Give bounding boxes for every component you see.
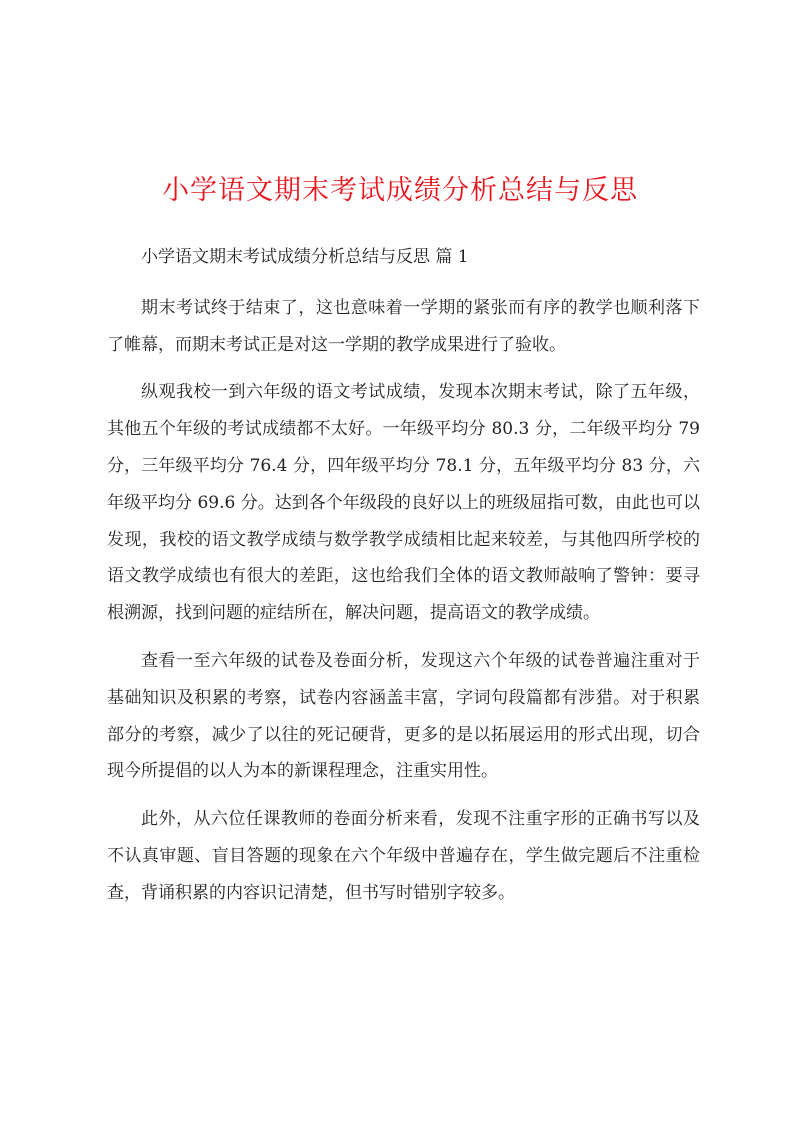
paragraph-2: 纵观我校一到六年级的语文考试成绩，发现本次期末考试，除了五年级，其他五个年级的考试成绩都不太好。一年级平均分 80.3 分，二年级平均分 79 分，三年级平均分 76.4 分，四年级平均分 78.1 分，五年级平均分 83 分，六年级平均分 69.6 分。达到各个年级段的良好以上的班级屈指可数，由此也可以发现，我校的语文教学成绩与数学教学成绩相比起来较差，与其他四所学校的语文教学成绩也有很大的差距，这也给我们全体的语文教师敲响了警钟：要寻根溯源，找到问题的症结所在，解决问题，提高语文的教学成绩。 [107, 382, 700, 624]
section-heading: 小学语文期末考试成绩分析总结与反思 篇 1 [141, 247, 469, 267]
document-body [107, 239, 700, 923]
paragraph-3: 查看一至六年级的试卷及卷面分析，发现这六个年级的试卷普遍注重对于基础知识及积累的考察，试卷内容涵盖丰富，字词句段篇都有涉猎。对于积累部分的考察，减少了以往的死记硬背，更多的是以拓展运用的形式出现，切合现今所提倡的以人为本的新课程理念，注重实用性。 [107, 650, 700, 782]
document-title: 小学语文期末考试成绩分析总结与反思 [162, 175, 638, 206]
paragraph-1: 期末考试终于结束了，这也意味着一学期的紧张而有序的教学也顺利落下了帷幕，而期末考试正是对这一学期的教学成果进行了验收。 [107, 297, 700, 355]
paragraph-4: 此外，从六位任课教师的卷面分析来看，发现不注重字形的正确书写以及不认真审题、盲目答题的现象在六个年级中普遍存在，学生做完题后不注重检查，背诵积累的内容识记清楚，但书写时错别字较多。 [107, 809, 700, 903]
